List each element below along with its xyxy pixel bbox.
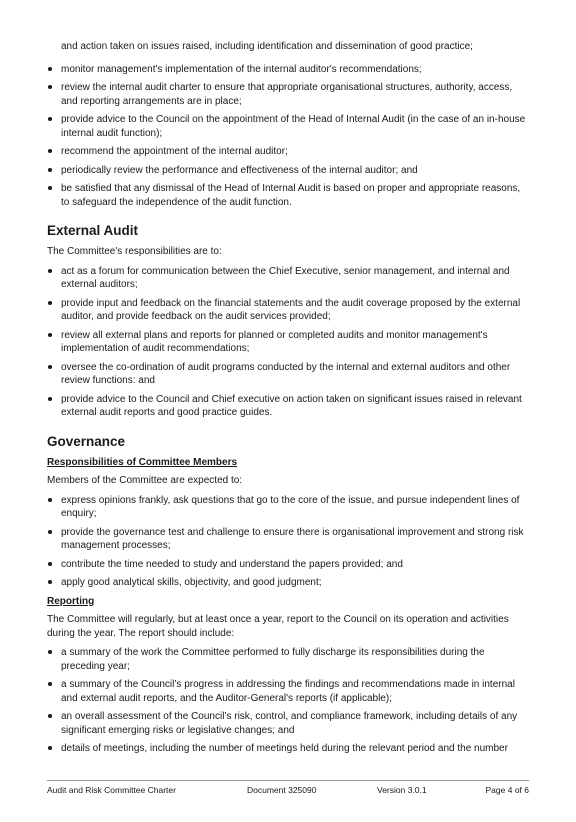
page-footer (47, 780, 529, 795)
bullet-icon (48, 117, 52, 121)
governance-heading: Governance (47, 433, 126, 449)
list-item: oversee the co-ordination of audit programs conducted by the internal and external auditors and other review functions: and (47, 361, 529, 388)
list-item: apply good analytical skills, objectivity, and good judgment; (47, 576, 529, 590)
responsibilities-subheading: Responsibilities of Committee Members (47, 456, 238, 468)
bullet-icon (48, 168, 52, 172)
list-item: provide advice to the Council on the appointment of the Head of Internal Audit (in the case of an in-house internal audit function); (47, 113, 529, 140)
list-item: review the internal audit charter to ensure that appropriate organisational structures, authority, access, and reporting arrangements are in place; (47, 81, 529, 108)
list-item: contribute the time needed to study and understand the papers provided; and (47, 558, 529, 572)
bullet-icon (48, 301, 52, 305)
bullet-icon (48, 650, 52, 654)
list-item: a summary of the work the Committee performed to fully discharge its responsibilities during the preceding year; (47, 646, 529, 673)
list-item: monitor management's implementation of the internal auditor's recommendations; (47, 63, 529, 77)
list-item: periodically review the performance and effectiveness of the internal auditor; and (47, 164, 529, 178)
bullet-icon (48, 365, 52, 369)
responsibilities-intro: Members of the Committee are expected to: (47, 475, 243, 486)
bullet-icon (48, 85, 52, 89)
list-item: provide the governance test and challenge to ensure there is organisational improvement and strong risk management processes; (47, 526, 529, 553)
bullet-icon (48, 269, 52, 273)
bullet-icon (48, 530, 52, 534)
list-item: a summary of the Council’s progress in addressing the findings and recommendations made in internal and external audit reports, and the Auditor-General's reports (if applicable); (47, 678, 529, 705)
internal-audit-list (47, 63, 529, 210)
bullet-icon (48, 562, 52, 566)
list-item: be satisfied that any dismissal of the Head of Internal Audit is based on proper and appropriate reasons, to safeguard the independence of the audit function. (47, 182, 529, 209)
page-content (47, 40, 529, 761)
list-item: review all external plans and reports for planned or completed audits and monitor management's implementation of audit recommendations; (47, 329, 529, 356)
reporting-list (47, 646, 529, 756)
bullet-icon (48, 67, 52, 71)
external-audit-heading: External Audit (47, 223, 139, 238)
bullet-icon (48, 682, 52, 686)
list-item: act as a forum for communication between the Chief Executive, senior management, and internal and external auditors; (47, 265, 529, 292)
bullet-icon (48, 580, 52, 584)
footer-title: Audit and Risk Committee Charter (47, 785, 176, 795)
bullet-icon (48, 714, 52, 718)
reporting-intro: The Committee will regularly, but at least once a year, report to the Council on its operation and activities during the year. The report should include: (47, 614, 509, 639)
bullet-icon (48, 333, 52, 337)
responsibilities-list (47, 494, 529, 590)
list-item: provide input and feedback on the financial statements and the audit coverage proposed by the external auditor, and provide feedback on the audit services provided; (47, 297, 529, 324)
bullet-icon (48, 149, 52, 153)
bullet-icon (48, 498, 52, 502)
external-audit-list (47, 265, 529, 420)
external-audit-intro: The Committee's responsibilities are to: (47, 246, 222, 257)
list-item: express opinions frankly, ask questions that go to the core of the issue, and pursue independent lines of enquiry; (47, 494, 529, 521)
list-item: provide advice to the Council and Chief executive on action taken on significant issues raised in relevant external audit reports and good practice guides. (47, 393, 529, 420)
bullet-icon (48, 186, 52, 190)
list-item: details of meetings, including the number of meetings held during the relevant period and the number (47, 742, 529, 756)
reporting-subheading: Reporting (47, 595, 95, 607)
footer-document-number: Document 325090 (247, 785, 317, 795)
list-item: recommend the appointment of the internal auditor; (47, 145, 529, 159)
bullet-icon (48, 397, 52, 401)
bullet-icon (48, 746, 52, 750)
footer-version: Version 3.0.1 (377, 785, 427, 795)
footer-page-number: Page 4 of 6 (485, 785, 529, 795)
list-item: an overall assessment of the Council’s risk, control, and compliance framework, including details of any significant emerging risks or legislative changes; and (47, 710, 529, 737)
continuation-text: and action taken on issues raised, including identification and dissemination of good practice; (61, 41, 473, 52)
